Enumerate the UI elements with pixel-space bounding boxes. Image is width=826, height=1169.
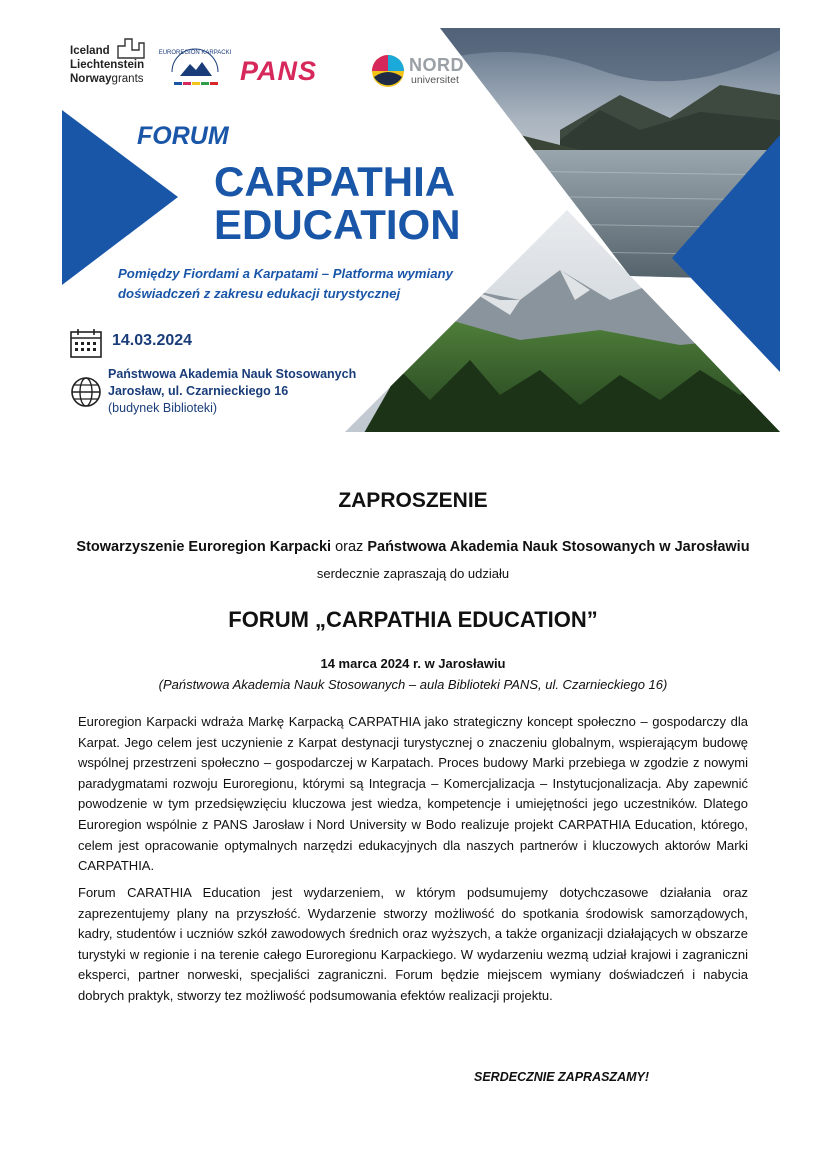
- venue-line1: Państwowa Akademia Nauk Stosowanych: [108, 367, 357, 381]
- paragraph-2: Forum CARATHIA Education jest wydarzeniem, w którym podsumujemy dotychczasowe działania oraz zaprezentujemy plany na przyszłość. Wydarzenie stworzy możliwość do spotkania środowisk samorządowych, kadry, studentów i uczniów szkół zawodowych średnich oraz wyższych, a także organizacji działających w obszarze turystyki w regionie i na terenie całego Euroregionu Karpackiego. W wydarzeniu wezmą udział krajowi i zagraniczni eksperci, partner norweski, specjaliści zagraniczni. Forum będzie miejscem wymiany doświadczeń i nabycia dobrych praktyk, stworzy tez możliwość podsumowania efektów realizacji projektu.: [78, 885, 748, 1003]
- closing-line: SERDECZNIE ZAPRASZAMY!: [474, 1070, 650, 1084]
- euroregion-logo-text: EUROREGION KARPACKI: [158, 50, 232, 56]
- logo-text-grants: grants: [111, 73, 144, 85]
- banner-tagline-line1: Pomiędzy Fiordami a Karpatami – Platforma wymiany: [118, 266, 453, 281]
- banner-forum-label: FORUM: [137, 122, 229, 150]
- pans-logo: PANS: [240, 56, 318, 86]
- nord-universitet-logo-icon: [370, 53, 406, 89]
- logo-text-iceland: Iceland: [70, 45, 110, 57]
- organizer-conjunction: oraz: [335, 539, 364, 555]
- banner-title-line2: EDUCATION: [214, 201, 461, 248]
- grants-building-icon: [117, 37, 145, 59]
- euroregion-karpacki-logo: [158, 40, 232, 90]
- banner-venue: [108, 366, 356, 417]
- banner-tagline: [118, 264, 453, 304]
- banner-tagline-line2: doświadczeń z zakresu edukacji turystycznej: [118, 286, 401, 301]
- venue-line3: (budynek Biblioteki): [108, 401, 218, 415]
- banner-date: 14.03.2024: [112, 332, 193, 349]
- banner-title: [214, 160, 461, 246]
- event-venue: (Państwowa Akademia Nauk Stosowanych – aula Biblioteki PANS, ul. Czarnieckiego 16): [158, 677, 668, 692]
- forum-title: FORUM „CARPATHIA EDUCATION”: [228, 607, 598, 632]
- nord-logo-subtext: universitet: [411, 74, 459, 86]
- logo-text-norway: Norway: [70, 73, 112, 85]
- paragraph-1: Euroregion Karpacki wdraża Markę Karpacką CARPATHIA jako strategiczny koncept społeczno – gospodarczy dla Karpat. Jego celem jest uczynienie z Karpat destynacji turystycznej o znaczeniu globalnym, wspierającym budowę wspólnej przestrzeni społeczno – gospodarczej w Karpatach. Proces budowy Marki przebiega w zgodzie z nowymi paradygmatami rozwoju Euroregionu, którymi są Integracja – Komercjalizacja – Instytucjonalizacja. Aby zapewnić powodzenie w tym przedsięwzięciu kluczowa jest wiedza, kompetencje i umiejętności jego uczestników. Dlatego Euroregion wspólnie z PANS Jarosław i Nord University w Bodo realizuje projekt CARPATHIA Education, którego, celem jest opracowanie optymalnych narzędzi edukacyjnych dla naszych partnerów i kluczowych aktorów Marki CARPATHIA.: [78, 714, 748, 874]
- organizer-1: Stowarzyszenie Euroregion Karpacki: [76, 539, 332, 555]
- banner-title-line1: CARPATHIA: [214, 158, 456, 205]
- venue-line2: Jarosław, ul. Czarnieckiego 16: [108, 384, 289, 398]
- nord-logo-text: NORD: [409, 55, 464, 75]
- globe-icon: [70, 376, 102, 408]
- invitation-title: ZAPROSZENIE: [338, 489, 488, 512]
- organizers-line: [0, 539, 826, 555]
- calendar-icon: [70, 328, 102, 358]
- event-banner: [0, 0, 826, 440]
- organizer-2: Państwowa Akademia Nauk Stosowanych w Jarosławiu: [367, 539, 750, 555]
- event-date: 14 marca 2024 r. w Jarosławiu: [320, 656, 506, 671]
- logo-text-liechtenstein: Liechtenstein: [70, 59, 145, 71]
- invite-line: serdecznie zapraszają do udziału: [316, 566, 510, 581]
